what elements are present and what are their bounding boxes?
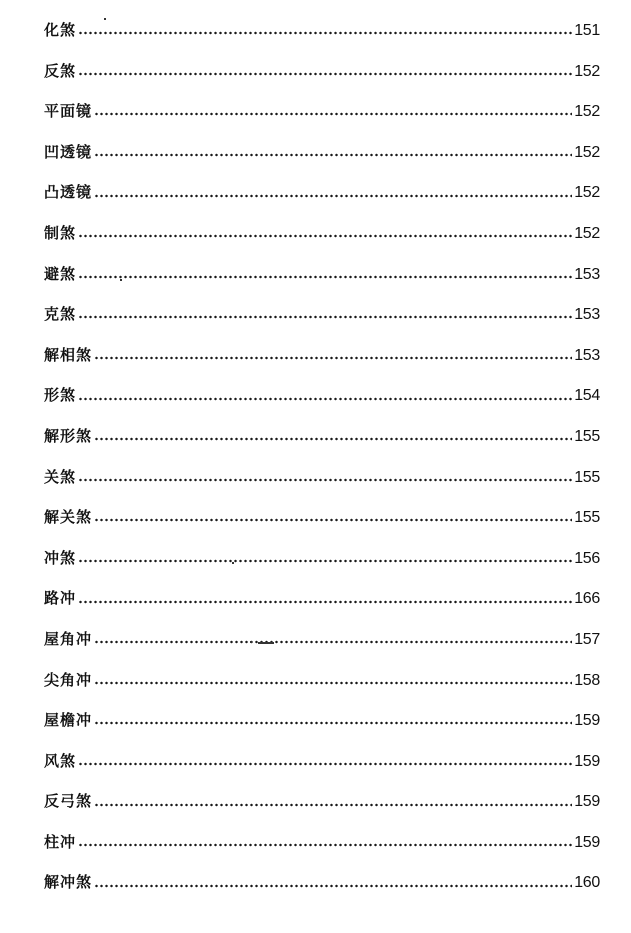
toc-entry-title: 屋角冲 xyxy=(44,629,93,648)
toc-entry[interactable] xyxy=(44,375,600,416)
dot-leader xyxy=(78,72,572,76)
dot-leader xyxy=(94,437,572,441)
toc-entry-page: 152 xyxy=(574,143,600,161)
toc-entry-page: 156 xyxy=(574,549,600,567)
toc-entry-page: 158 xyxy=(574,671,600,689)
toc-entry-page: 152 xyxy=(574,103,600,121)
toc-entry-page: 159 xyxy=(574,712,600,730)
toc-entry-title: 冲煞 xyxy=(44,548,77,567)
toc-entry-page: 155 xyxy=(574,468,600,486)
dot-leader xyxy=(94,640,572,644)
scan-speck xyxy=(232,562,234,564)
dot-leader xyxy=(94,194,572,198)
toc-entry-title: 凹透镜 xyxy=(44,142,93,161)
toc-entry-page: 152 xyxy=(574,62,600,80)
toc-entry-title: 屋檐冲 xyxy=(44,711,93,730)
toc-entry-title: 尖角冲 xyxy=(44,670,93,689)
toc-entry-page: 153 xyxy=(574,265,600,283)
dot-leader xyxy=(94,884,572,888)
dot-leader xyxy=(78,843,572,847)
toc-entry-page: 159 xyxy=(574,793,600,811)
toc-entry-page: 155 xyxy=(574,427,600,445)
toc-entry-title: 制煞 xyxy=(44,223,77,242)
dot-leader xyxy=(78,478,572,482)
toc-entry[interactable] xyxy=(44,172,600,213)
dot-leader xyxy=(94,803,572,807)
toc-entry[interactable] xyxy=(44,741,600,782)
toc-entry[interactable] xyxy=(44,822,600,863)
toc-entry-page: 157 xyxy=(574,630,600,648)
scan-speck xyxy=(104,18,106,20)
toc-entry[interactable] xyxy=(44,660,600,701)
toc-entry-title: 化煞 xyxy=(44,21,77,39)
toc-entry-title: 解冲煞 xyxy=(44,873,93,892)
dot-leader xyxy=(94,112,572,116)
toc-entry-page: 160 xyxy=(574,874,600,892)
toc-entry[interactable] xyxy=(44,254,600,295)
dot-leader xyxy=(78,31,572,35)
dot-leader xyxy=(78,315,572,319)
dot-leader xyxy=(78,559,572,563)
toc-entry[interactable] xyxy=(44,862,600,903)
toc-entry[interactable] xyxy=(44,213,600,254)
table-of-contents xyxy=(44,10,600,903)
toc-entry[interactable] xyxy=(44,538,600,579)
dot-leader xyxy=(94,153,572,157)
dot-leader xyxy=(78,600,572,604)
toc-entry[interactable] xyxy=(44,497,600,538)
toc-entry-page: 153 xyxy=(574,346,600,364)
toc-entry[interactable] xyxy=(44,578,600,619)
toc-entry-page: 155 xyxy=(574,509,600,527)
toc-entry-page: 152 xyxy=(574,224,600,242)
dot-leader xyxy=(78,397,572,401)
toc-entry-title: 反煞 xyxy=(44,61,77,80)
toc-entry-page: 152 xyxy=(574,184,600,202)
toc-entry[interactable] xyxy=(44,132,600,173)
dot-leader xyxy=(94,356,572,360)
toc-entry-title: 解形煞 xyxy=(44,426,93,445)
toc-entry-page: 153 xyxy=(574,306,600,324)
toc-entry-page: 159 xyxy=(574,752,600,770)
toc-entry[interactable] xyxy=(44,294,600,335)
toc-entry-page: 159 xyxy=(574,833,600,851)
toc-entry-title: 解关煞 xyxy=(44,508,93,527)
toc-entry[interactable] xyxy=(44,10,600,51)
scan-speck xyxy=(250,641,252,643)
toc-entry-title: 反弓煞 xyxy=(44,792,93,811)
toc-entry-title: 克煞 xyxy=(44,305,77,324)
toc-entry-page: 151 xyxy=(574,22,600,39)
toc-entry-title: 路冲 xyxy=(44,589,77,608)
scan-speck xyxy=(258,642,274,644)
toc-entry[interactable] xyxy=(44,619,600,660)
toc-entry-title: 风煞 xyxy=(44,751,77,770)
toc-entry-page: 154 xyxy=(574,387,600,405)
dot-leader xyxy=(94,518,572,522)
toc-entry[interactable] xyxy=(44,335,600,376)
toc-entry[interactable] xyxy=(44,416,600,457)
toc-entry[interactable] xyxy=(44,781,600,822)
toc-entry[interactable] xyxy=(44,457,600,498)
toc-entry[interactable] xyxy=(44,700,600,741)
toc-entry-title: 避煞 xyxy=(44,264,77,283)
toc-entry-page: 166 xyxy=(574,590,600,608)
scan-speck xyxy=(120,279,122,281)
toc-entry[interactable] xyxy=(44,91,600,132)
toc-entry-title: 关煞 xyxy=(44,467,77,486)
toc-entry-title: 凸透镜 xyxy=(44,183,93,202)
toc-entry-title: 平面镜 xyxy=(44,102,93,121)
dot-leader xyxy=(78,234,572,238)
dot-leader xyxy=(94,721,572,725)
toc-entry-title: 形煞 xyxy=(44,386,77,405)
dot-leader xyxy=(78,762,572,766)
toc-entry-title: 柱冲 xyxy=(44,832,77,851)
dot-leader xyxy=(94,681,572,685)
toc-entry[interactable] xyxy=(44,51,600,92)
dot-leader xyxy=(78,275,572,279)
toc-entry-title: 解相煞 xyxy=(44,345,93,364)
